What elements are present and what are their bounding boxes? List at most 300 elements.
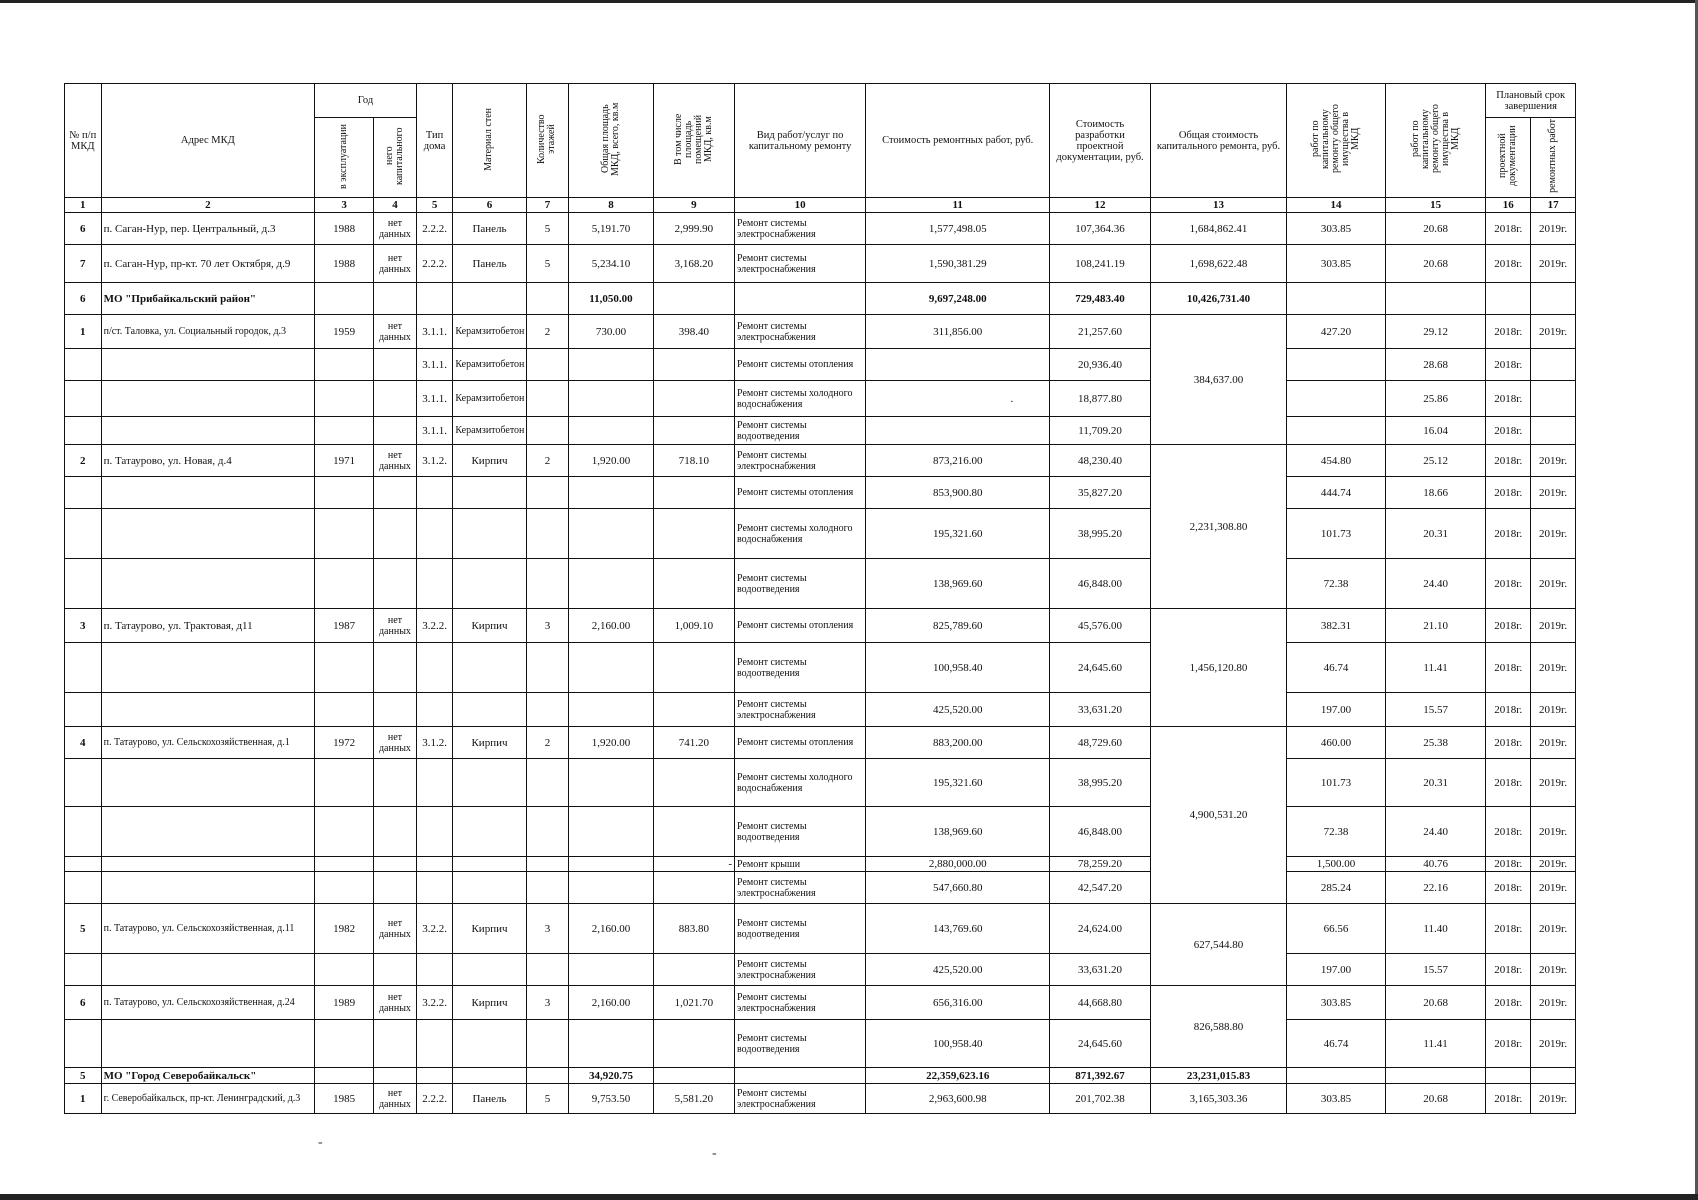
mo-cost: 22,359,623.16 bbox=[866, 1068, 1050, 1084]
col-num: 3 bbox=[315, 198, 374, 213]
col-num: 8 bbox=[569, 198, 653, 213]
row-address: п. Татаурово, ул. Сельскохозяйственная, д.11 bbox=[101, 904, 315, 954]
row-total: 384,637.00 bbox=[1150, 315, 1286, 445]
col-header-unit-cost: работ по капитальному ремонту общего имущества в МКД bbox=[1287, 84, 1386, 198]
row-deadline-works: 2019г. bbox=[1531, 609, 1576, 643]
row-unit-cost: 444.74 bbox=[1287, 477, 1386, 509]
row-repair-year: нет данных bbox=[374, 727, 417, 759]
row-deadline-works: 2019г. bbox=[1531, 727, 1576, 759]
table-row bbox=[65, 986, 1576, 1020]
row-unit-cost bbox=[1287, 417, 1386, 445]
row-work: Ремонт системы отопления bbox=[735, 477, 866, 509]
row-design-cost: 45,576.00 bbox=[1050, 609, 1151, 643]
row-work: Ремонт системы электроснабжения bbox=[735, 693, 866, 727]
row-unit-cost: 72.38 bbox=[1287, 559, 1386, 609]
row-unit-cost: 197.00 bbox=[1287, 954, 1386, 986]
row-year: 1959 bbox=[315, 315, 374, 349]
row-design-cost: 33,631.20 bbox=[1050, 954, 1151, 986]
row-area-2: 883.80 bbox=[653, 904, 734, 954]
row-deadline-design: 2018г. bbox=[1486, 807, 1531, 857]
row-work: Ремонт системы электроснабжения bbox=[735, 213, 866, 245]
col-header-deadline-design: проектной документации bbox=[1486, 118, 1531, 198]
row-total: 1,684,862.41 bbox=[1150, 213, 1286, 245]
row-design-cost: 48,729.60 bbox=[1050, 727, 1151, 759]
col-num: 10 bbox=[735, 198, 866, 213]
row-area-2: 1,009.10 bbox=[653, 609, 734, 643]
row-cost: 311,856.00 bbox=[866, 315, 1050, 349]
row-unit-cost: 46.74 bbox=[1287, 1020, 1386, 1068]
row-address: г. Северобайкальск, пр-кт. Ленинградский, д.3 bbox=[101, 1084, 315, 1114]
row-house-type: 2.2.2. bbox=[416, 213, 453, 245]
row-deadline-design: 2018г. bbox=[1486, 954, 1531, 986]
table-row bbox=[65, 315, 1576, 349]
col-header-work-type: Вид работ/услуг по капитальному ремонту bbox=[735, 84, 866, 198]
mo-area: 11,050.00 bbox=[569, 283, 653, 315]
row-deadline-works: 2019г. bbox=[1531, 872, 1576, 904]
row-unit-cost: 303.85 bbox=[1287, 213, 1386, 245]
row-design-cost: 18,877.80 bbox=[1050, 381, 1151, 417]
row-design-cost: 20,936.40 bbox=[1050, 349, 1151, 381]
row-house-type: 3.1.2. bbox=[416, 445, 453, 477]
row-unit-cost-2: 20.31 bbox=[1385, 759, 1486, 807]
scan-edge-top bbox=[0, 0, 1698, 3]
row-floors: 3 bbox=[526, 904, 569, 954]
col-header-deadline-works: ремонтных работ bbox=[1531, 118, 1576, 198]
table-row bbox=[65, 509, 1576, 559]
row-house-type: 3.1.1. bbox=[416, 315, 453, 349]
row-deadline-works: 2019г. bbox=[1531, 954, 1576, 986]
row-deadline-works: 2019г. bbox=[1531, 643, 1576, 693]
row-house-type: 3.2.2. bbox=[416, 986, 453, 1020]
row-material: Керамзитобетон bbox=[453, 381, 526, 417]
row-unit-cost bbox=[1287, 349, 1386, 381]
row-design-cost: 33,631.20 bbox=[1050, 693, 1151, 727]
row-house-type: 3.2.2. bbox=[416, 904, 453, 954]
row-work: Ремонт системы холодного водоснабжения bbox=[735, 759, 866, 807]
mo-name: МО "Прибайкальский район" bbox=[101, 283, 315, 315]
row-year: 1988 bbox=[315, 245, 374, 283]
row-floors: 3 bbox=[526, 609, 569, 643]
row-design-cost: 42,547.20 bbox=[1050, 872, 1151, 904]
row-no: 1 bbox=[65, 315, 102, 349]
col-header-year-built: в эксплуатации bbox=[315, 118, 374, 198]
col-header-design-cost: Стоимость разработки проектной документации, руб. bbox=[1050, 84, 1151, 198]
row-work: Ремонт системы электроснабжения bbox=[735, 872, 866, 904]
row-area: 5,191.70 bbox=[569, 213, 653, 245]
row-no: 3 bbox=[65, 609, 102, 643]
row-work: Ремонт системы электроснабжения bbox=[735, 445, 866, 477]
row-work: Ремонт системы водоотведения bbox=[735, 904, 866, 954]
col-num: 2 bbox=[101, 198, 315, 213]
col-num: 15 bbox=[1385, 198, 1486, 213]
row-deadline-design: 2018г. bbox=[1486, 857, 1531, 872]
row-deadline-works: 2019г. bbox=[1531, 986, 1576, 1020]
row-area-2: 1,021.70 bbox=[653, 986, 734, 1020]
col-num: 14 bbox=[1287, 198, 1386, 213]
row-unit-cost: 382.31 bbox=[1287, 609, 1386, 643]
row-cost: 195,321.60 bbox=[866, 759, 1050, 807]
row-house-type: 3.1.1. bbox=[416, 417, 453, 445]
col-header-no: № п/п МКД bbox=[65, 84, 102, 198]
row-house-type: 3.1.2. bbox=[416, 727, 453, 759]
row-design-cost: 24,624.00 bbox=[1050, 904, 1151, 954]
row-year: 1985 bbox=[315, 1084, 374, 1114]
col-num: 11 bbox=[866, 198, 1050, 213]
row-deadline-design: 2018г. bbox=[1486, 509, 1531, 559]
col-num: 7 bbox=[526, 198, 569, 213]
row-work: Ремонт системы водоотведения bbox=[735, 417, 866, 445]
row-floors: 5 bbox=[526, 1084, 569, 1114]
row-work: Ремонт системы электроснабжения bbox=[735, 1084, 866, 1114]
table-row bbox=[65, 1084, 1576, 1114]
row-deadline-works bbox=[1531, 417, 1576, 445]
col-num: 16 bbox=[1486, 198, 1531, 213]
col-num: 13 bbox=[1150, 198, 1286, 213]
col-header-house-type: Тип дома bbox=[416, 84, 453, 198]
table-row bbox=[65, 904, 1576, 954]
row-cost: 1,590,381.29 bbox=[866, 245, 1050, 283]
row-work: Ремонт системы электроснабжения bbox=[735, 245, 866, 283]
row-material: Кирпич bbox=[453, 445, 526, 477]
col-num: 17 bbox=[1531, 198, 1576, 213]
row-unit-cost: 303.85 bbox=[1287, 245, 1386, 283]
col-header-floors: Количество этажей bbox=[526, 84, 569, 198]
row-deadline-works: 2019г. bbox=[1531, 445, 1576, 477]
row-unit-cost: 303.85 bbox=[1287, 986, 1386, 1020]
row-deadline-design: 2018г. bbox=[1486, 986, 1531, 1020]
col-header-work-cost: Стоимость ремонтных работ, руб. bbox=[866, 84, 1050, 198]
municipality-total-row bbox=[65, 1068, 1576, 1084]
row-unit-cost: 197.00 bbox=[1287, 693, 1386, 727]
row-area: 730.00 bbox=[569, 315, 653, 349]
row-area-2: 741.20 bbox=[653, 727, 734, 759]
row-deadline-design: 2018г. bbox=[1486, 349, 1531, 381]
col-num: 5 bbox=[416, 198, 453, 213]
table-row bbox=[65, 759, 1576, 807]
row-deadline-works: 2019г. bbox=[1531, 245, 1576, 283]
row-unit-cost: 66.56 bbox=[1287, 904, 1386, 954]
row-unit-cost-2: 29.12 bbox=[1385, 315, 1486, 349]
row-unit-cost-2: 25.38 bbox=[1385, 727, 1486, 759]
row-deadline-works: 2019г. bbox=[1531, 559, 1576, 609]
row-total: 826,588.80 bbox=[1150, 986, 1286, 1068]
row-cost: 883,200.00 bbox=[866, 727, 1050, 759]
row-house-type: 2.2.2. bbox=[416, 1084, 453, 1114]
row-address: п. Татаурово, ул. Трактовая, д11 bbox=[101, 609, 315, 643]
row-cost: 100,958.40 bbox=[866, 643, 1050, 693]
row-unit-cost-2: 20.68 bbox=[1385, 986, 1486, 1020]
row-no: 7 bbox=[65, 245, 102, 283]
table-row bbox=[65, 857, 1576, 872]
row-unit-cost-2: 20.68 bbox=[1385, 1084, 1486, 1114]
col-header-total-cost: Общая стоимость капитального ремонта, руб. bbox=[1150, 84, 1286, 198]
table-row bbox=[65, 245, 1576, 283]
row-deadline-works: 2019г. bbox=[1531, 1020, 1576, 1068]
col-num: 6 bbox=[453, 198, 526, 213]
row-work: Ремонт крыши bbox=[735, 857, 866, 872]
row-material: Керамзитобетон bbox=[453, 417, 526, 445]
row-house-type: 3.2.2. bbox=[416, 609, 453, 643]
row-floors: 5 bbox=[526, 245, 569, 283]
col-num: 12 bbox=[1050, 198, 1151, 213]
row-year: 1971 bbox=[315, 445, 374, 477]
row-work: Ремонт системы отопления bbox=[735, 609, 866, 643]
mo-total: 10,426,731.40 bbox=[1150, 283, 1286, 315]
row-unit-cost-2: 40.76 bbox=[1385, 857, 1486, 872]
table-row bbox=[65, 954, 1576, 986]
row-repair-year: нет данных bbox=[374, 609, 417, 643]
row-unit-cost-2: 25.12 bbox=[1385, 445, 1486, 477]
row-repair-year: нет данных bbox=[374, 904, 417, 954]
row-cost: . bbox=[866, 381, 1050, 417]
col-header-total-area: Общая площадь МКД, всего, кв.м bbox=[569, 84, 653, 198]
table-row bbox=[65, 559, 1576, 609]
col-header-deadline: Плановый срок завершения bbox=[1486, 84, 1576, 118]
row-unit-cost bbox=[1287, 381, 1386, 417]
row-design-cost: 201,702.38 bbox=[1050, 1084, 1151, 1114]
row-unit-cost-2: 20.68 bbox=[1385, 245, 1486, 283]
mo-total: 23,231,015.83 bbox=[1150, 1068, 1286, 1084]
row-total: 3,165,303.36 bbox=[1150, 1084, 1286, 1114]
row-unit-cost: 285.24 bbox=[1287, 872, 1386, 904]
row-work: Ремонт системы электроснабжения bbox=[735, 954, 866, 986]
scan-edge-bottom bbox=[0, 1194, 1698, 1200]
table-row bbox=[65, 643, 1576, 693]
row-deadline-works: 2019г. bbox=[1531, 1084, 1576, 1114]
row-design-cost: 108,241.19 bbox=[1050, 245, 1151, 283]
row-cost: 2,880,000.00 bbox=[866, 857, 1050, 872]
row-design-cost: 21,257.60 bbox=[1050, 315, 1151, 349]
col-num: 1 bbox=[65, 198, 102, 213]
row-area-2: 2,999.90 bbox=[653, 213, 734, 245]
table-row bbox=[65, 477, 1576, 509]
table-row bbox=[65, 349, 1576, 381]
capital-repair-table bbox=[64, 83, 1576, 1114]
row-no: 1 bbox=[65, 1084, 102, 1114]
row-design-cost: 11,709.20 bbox=[1050, 417, 1151, 445]
row-deadline-works: 2019г. bbox=[1531, 857, 1576, 872]
row-material: Панель bbox=[453, 245, 526, 283]
row-no: 6 bbox=[65, 986, 102, 1020]
row-work: Ремонт системы водоотведения bbox=[735, 643, 866, 693]
row-repair-year: нет данных bbox=[374, 445, 417, 477]
row-unit-cost-2: 18.66 bbox=[1385, 477, 1486, 509]
row-address: п. Саган-Нур, пр-кт. 70 лет Октября, д.9 bbox=[101, 245, 315, 283]
column-number-row bbox=[65, 198, 1576, 213]
row-material: Керамзитобетон bbox=[453, 349, 526, 381]
col-header-wall-material: Материал стен bbox=[453, 84, 526, 198]
row-deadline-design: 2018г. bbox=[1486, 1084, 1531, 1114]
row-deadline-design: 2018г. bbox=[1486, 643, 1531, 693]
row-design-cost: 46,848.00 bbox=[1050, 807, 1151, 857]
row-material: Кирпич bbox=[453, 986, 526, 1020]
row-unit-cost-2: 11.40 bbox=[1385, 904, 1486, 954]
row-floors: 2 bbox=[526, 727, 569, 759]
col-header-address: Адрес МКД bbox=[101, 84, 315, 198]
row-design-cost: 48,230.40 bbox=[1050, 445, 1151, 477]
row-deadline-design: 2018г. bbox=[1486, 727, 1531, 759]
row-unit-cost: 303.85 bbox=[1287, 1084, 1386, 1114]
row-deadline-design: 2018г. bbox=[1486, 872, 1531, 904]
row-material: Кирпич bbox=[453, 904, 526, 954]
row-cost: 138,969.60 bbox=[866, 807, 1050, 857]
row-repair-year: нет данных bbox=[374, 315, 417, 349]
row-unit-cost-2: 25.86 bbox=[1385, 381, 1486, 417]
row-deadline-design: 2018г. bbox=[1486, 1020, 1531, 1068]
row-year: 1982 bbox=[315, 904, 374, 954]
row-cost bbox=[866, 417, 1050, 445]
row-design-cost: 24,645.60 bbox=[1050, 1020, 1151, 1068]
row-unit-cost: 101.73 bbox=[1287, 759, 1386, 807]
mo-design-cost: 871,392.67 bbox=[1050, 1068, 1151, 1084]
table-row bbox=[65, 445, 1576, 477]
row-unit-cost: 1,500.00 bbox=[1287, 857, 1386, 872]
table-row bbox=[65, 417, 1576, 445]
row-total: 1,456,120.80 bbox=[1150, 609, 1286, 727]
row-address: п/ст. Таловка, ул. Социальный городок, д.3 bbox=[101, 315, 315, 349]
row-material: Панель bbox=[453, 1084, 526, 1114]
scan-speck: - bbox=[712, 1146, 717, 1161]
row-cost: 425,520.00 bbox=[866, 954, 1050, 986]
row-no: 6 bbox=[65, 213, 102, 245]
row-area: 2,160.00 bbox=[569, 986, 653, 1020]
table-row bbox=[65, 609, 1576, 643]
row-material: Кирпич bbox=[453, 609, 526, 643]
table-row bbox=[65, 872, 1576, 904]
row-area-2: 398.40 bbox=[653, 315, 734, 349]
row-address: п. Татаурово, ул. Сельскохозяйственная, д.1 bbox=[101, 727, 315, 759]
row-design-cost: 38,995.20 bbox=[1050, 509, 1151, 559]
row-unit-cost: 454.80 bbox=[1287, 445, 1386, 477]
row-repair-year: нет данных bbox=[374, 213, 417, 245]
col-header-incl-area: В том числе площадь помещений МКД, кв.м bbox=[653, 84, 734, 198]
row-year: 1989 bbox=[315, 986, 374, 1020]
mo-no: 6 bbox=[65, 283, 102, 315]
row-cost: 1,577,498.05 bbox=[866, 213, 1050, 245]
col-num: 4 bbox=[374, 198, 417, 213]
row-unit-cost: 72.38 bbox=[1287, 807, 1386, 857]
row-floors: 2 bbox=[526, 445, 569, 477]
table-row bbox=[65, 1020, 1576, 1068]
row-unit-cost-2: 16.04 bbox=[1385, 417, 1486, 445]
row-cost: 143,769.60 bbox=[866, 904, 1050, 954]
row-deadline-design: 2018г. bbox=[1486, 477, 1531, 509]
municipality-total-row bbox=[65, 283, 1576, 315]
row-cost: 100,958.40 bbox=[866, 1020, 1050, 1068]
col-num: 9 bbox=[653, 198, 734, 213]
table-row bbox=[65, 381, 1576, 417]
row-address: п. Татаурово, ул. Сельскохозяйственная, д.24 bbox=[101, 986, 315, 1020]
mo-name: МО "Город Северобайкальск" bbox=[101, 1068, 315, 1084]
row-house-type: 2.2.2. bbox=[416, 245, 453, 283]
col-header-unit-cost-2: работ по капитальному ремонту общего имущества в МКД bbox=[1385, 84, 1486, 198]
row-work: Ремонт системы водоотведения bbox=[735, 559, 866, 609]
row-area: 2,160.00 bbox=[569, 609, 653, 643]
row-unit-cost-2: 11.41 bbox=[1385, 643, 1486, 693]
row-unit-cost-2: 20.68 bbox=[1385, 213, 1486, 245]
col-header-year: Год bbox=[315, 84, 417, 118]
row-total: 4,900,531.20 bbox=[1150, 727, 1286, 904]
row-design-cost: 46,848.00 bbox=[1050, 559, 1151, 609]
row-address: п. Татаурово, ул. Новая, д.4 bbox=[101, 445, 315, 477]
row-cost: 656,316.00 bbox=[866, 986, 1050, 1020]
row-work: Ремонт системы электроснабжения bbox=[735, 315, 866, 349]
mo-no: 5 bbox=[65, 1068, 102, 1084]
row-area: 5,234.10 bbox=[569, 245, 653, 283]
row-unit-cost-2: 15.57 bbox=[1385, 954, 1486, 986]
row-cost: 2,963,600.98 bbox=[866, 1084, 1050, 1114]
row-house-type: 3.1.1. bbox=[416, 381, 453, 417]
mo-design-cost: 729,483.40 bbox=[1050, 283, 1151, 315]
row-unit-cost-2: 22.16 bbox=[1385, 872, 1486, 904]
row-floors: 5 bbox=[526, 213, 569, 245]
row-deadline-design: 2018г. bbox=[1486, 759, 1531, 807]
row-unit-cost: 46.74 bbox=[1287, 643, 1386, 693]
row-design-cost: 107,364.36 bbox=[1050, 213, 1151, 245]
row-cost bbox=[866, 349, 1050, 381]
table-row bbox=[65, 213, 1576, 245]
row-material: Кирпич bbox=[453, 727, 526, 759]
header-row-1 bbox=[65, 84, 1576, 118]
row-work: Ремонт системы электроснабжения bbox=[735, 986, 866, 1020]
row-house-type: 3.1.1. bbox=[416, 349, 453, 381]
row-deadline-works: 2019г. bbox=[1531, 509, 1576, 559]
row-unit-cost: 101.73 bbox=[1287, 509, 1386, 559]
row-floors: 3 bbox=[526, 986, 569, 1020]
mo-cost: 9,697,248.00 bbox=[866, 283, 1050, 315]
row-area-2: - bbox=[653, 857, 734, 872]
row-design-cost: 24,645.60 bbox=[1050, 643, 1151, 693]
row-deadline-design: 2018г. bbox=[1486, 213, 1531, 245]
row-total: 2,231,308.80 bbox=[1150, 445, 1286, 609]
row-cost: 873,216.00 bbox=[866, 445, 1050, 477]
row-deadline-works: 2019г. bbox=[1531, 759, 1576, 807]
row-design-cost: 38,995.20 bbox=[1050, 759, 1151, 807]
table-row bbox=[65, 807, 1576, 857]
row-floors: 2 bbox=[526, 315, 569, 349]
row-area-2: 718.10 bbox=[653, 445, 734, 477]
row-area: 9,753.50 bbox=[569, 1084, 653, 1114]
row-total: 1,698,622.48 bbox=[1150, 245, 1286, 283]
row-year: 1987 bbox=[315, 609, 374, 643]
row-deadline-design: 2018г. bbox=[1486, 904, 1531, 954]
row-unit-cost-2: 21.10 bbox=[1385, 609, 1486, 643]
row-deadline-works: 2019г. bbox=[1531, 904, 1576, 954]
row-work: Ремонт системы водоотведения bbox=[735, 1020, 866, 1068]
row-no: 2 bbox=[65, 445, 102, 477]
row-work: Ремонт системы холодного водоснабжения bbox=[735, 381, 866, 417]
row-work: Ремонт системы водоотведения bbox=[735, 807, 866, 857]
row-area-2: 3,168.20 bbox=[653, 245, 734, 283]
row-work: Ремонт системы отопления bbox=[735, 349, 866, 381]
row-design-cost: 44,668.80 bbox=[1050, 986, 1151, 1020]
row-unit-cost-2: 15.57 bbox=[1385, 693, 1486, 727]
row-deadline-works bbox=[1531, 349, 1576, 381]
row-unit-cost-2: 11.41 bbox=[1385, 1020, 1486, 1068]
table-row bbox=[65, 693, 1576, 727]
row-address: п. Саган-Нур, пер. Центральный, д.3 bbox=[101, 213, 315, 245]
row-unit-cost-2: 24.40 bbox=[1385, 807, 1486, 857]
row-unit-cost-2: 20.31 bbox=[1385, 509, 1486, 559]
row-unit-cost: 460.00 bbox=[1287, 727, 1386, 759]
row-unit-cost-2: 28.68 bbox=[1385, 349, 1486, 381]
row-cost: 825,789.60 bbox=[866, 609, 1050, 643]
row-cost: 853,900.80 bbox=[866, 477, 1050, 509]
row-total: 627,544.80 bbox=[1150, 904, 1286, 986]
mo-area: 34,920.75 bbox=[569, 1068, 653, 1084]
row-repair-year: нет данных bbox=[374, 986, 417, 1020]
row-area-2: 5,581.20 bbox=[653, 1084, 734, 1114]
